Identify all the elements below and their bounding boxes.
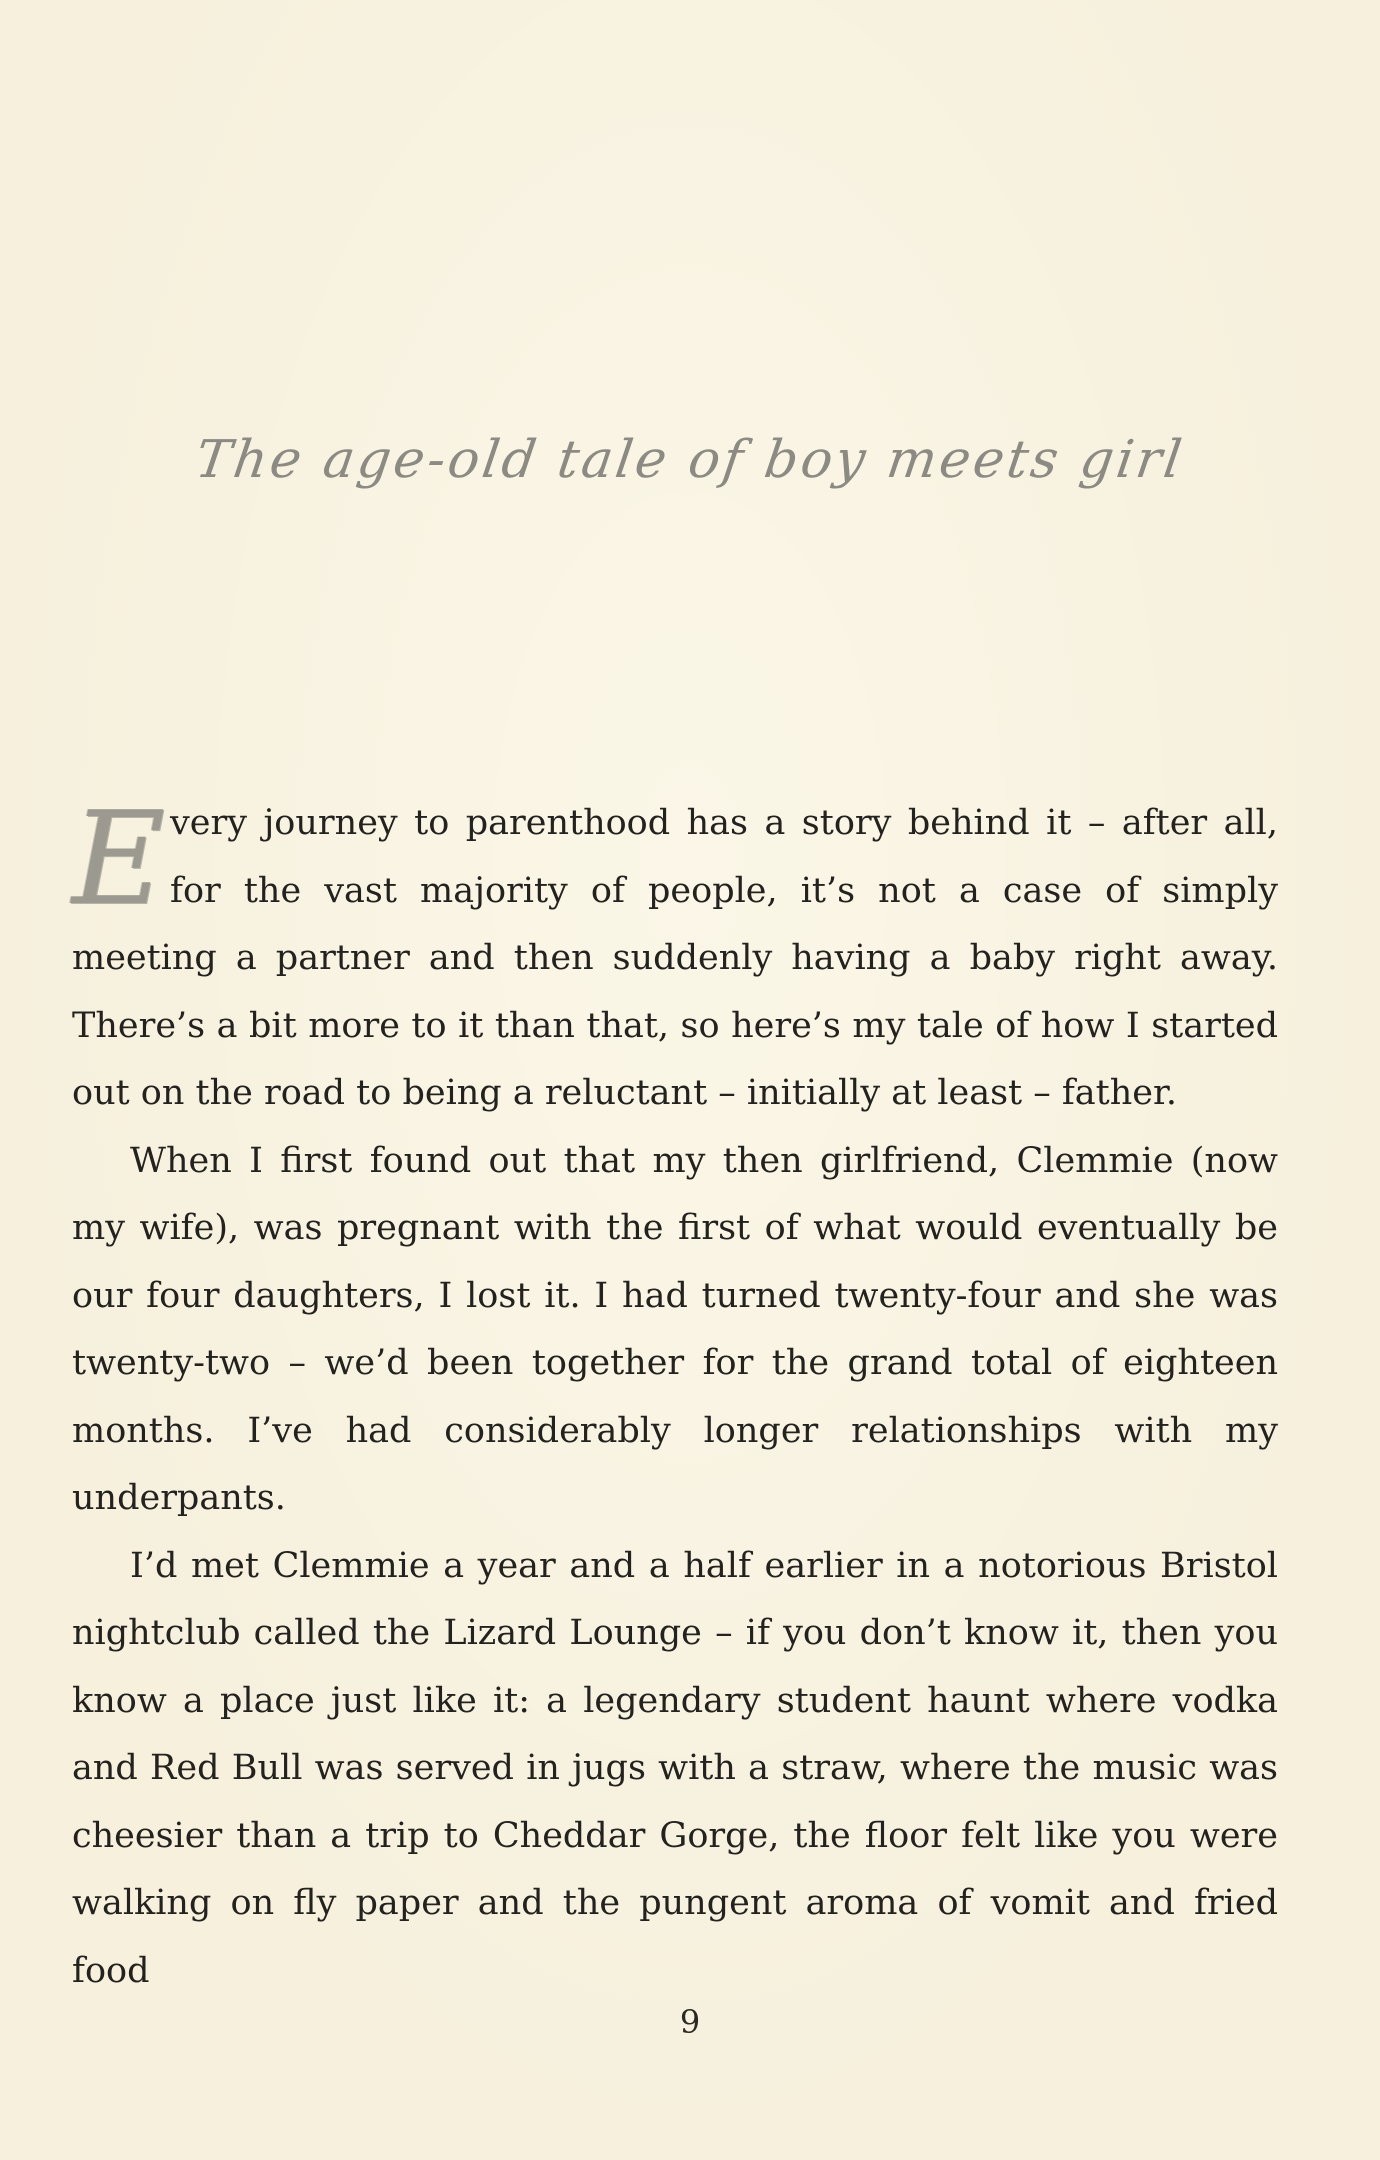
paragraph-3: I’d met Clemmie a year and a half earlier in a notorious Bristol nightclub called the Lizard Lounge – if you don’t know it, then you know a place just like it: a legendary student haunt where vodka and Red Bull was served in jugs with a straw, where the music was cheesier than a trip to Cheddar Gorge, the floor felt like you were walking on fly paper and the pungent aroma of vomit and fried food <box>72 1545 1278 1991</box>
paragraph-2: When I first found out that my then girlfriend, Clemmie (now my wife), was pregnant with the first of what would eventually be our four daughters, I lost it. I had turned twenty-four and she was twenty-two – we’d been together for the grand total of eighteen months. I’ve had considerably longer relationships with my underpants. <box>72 1140 1278 1518</box>
body-text <box>72 785 1278 2005</box>
drop-cap: E <box>72 785 166 934</box>
page-number: 9 <box>679 2003 701 2041</box>
paragraph-1 <box>72 785 1278 1128</box>
paragraph-1-text: very journey to parenthood has a story behind it – after all, for the vast majority of people, it’s not a case of simply meeting a partner and then suddenly having a baby right away. There’s a bit more to it than that, so here’s my tale of how I started out on the road to being a reluctant – initially at least – father. <box>72 803 1278 1113</box>
chapter-title: The age-old tale of boy meets girl <box>191 430 1189 490</box>
